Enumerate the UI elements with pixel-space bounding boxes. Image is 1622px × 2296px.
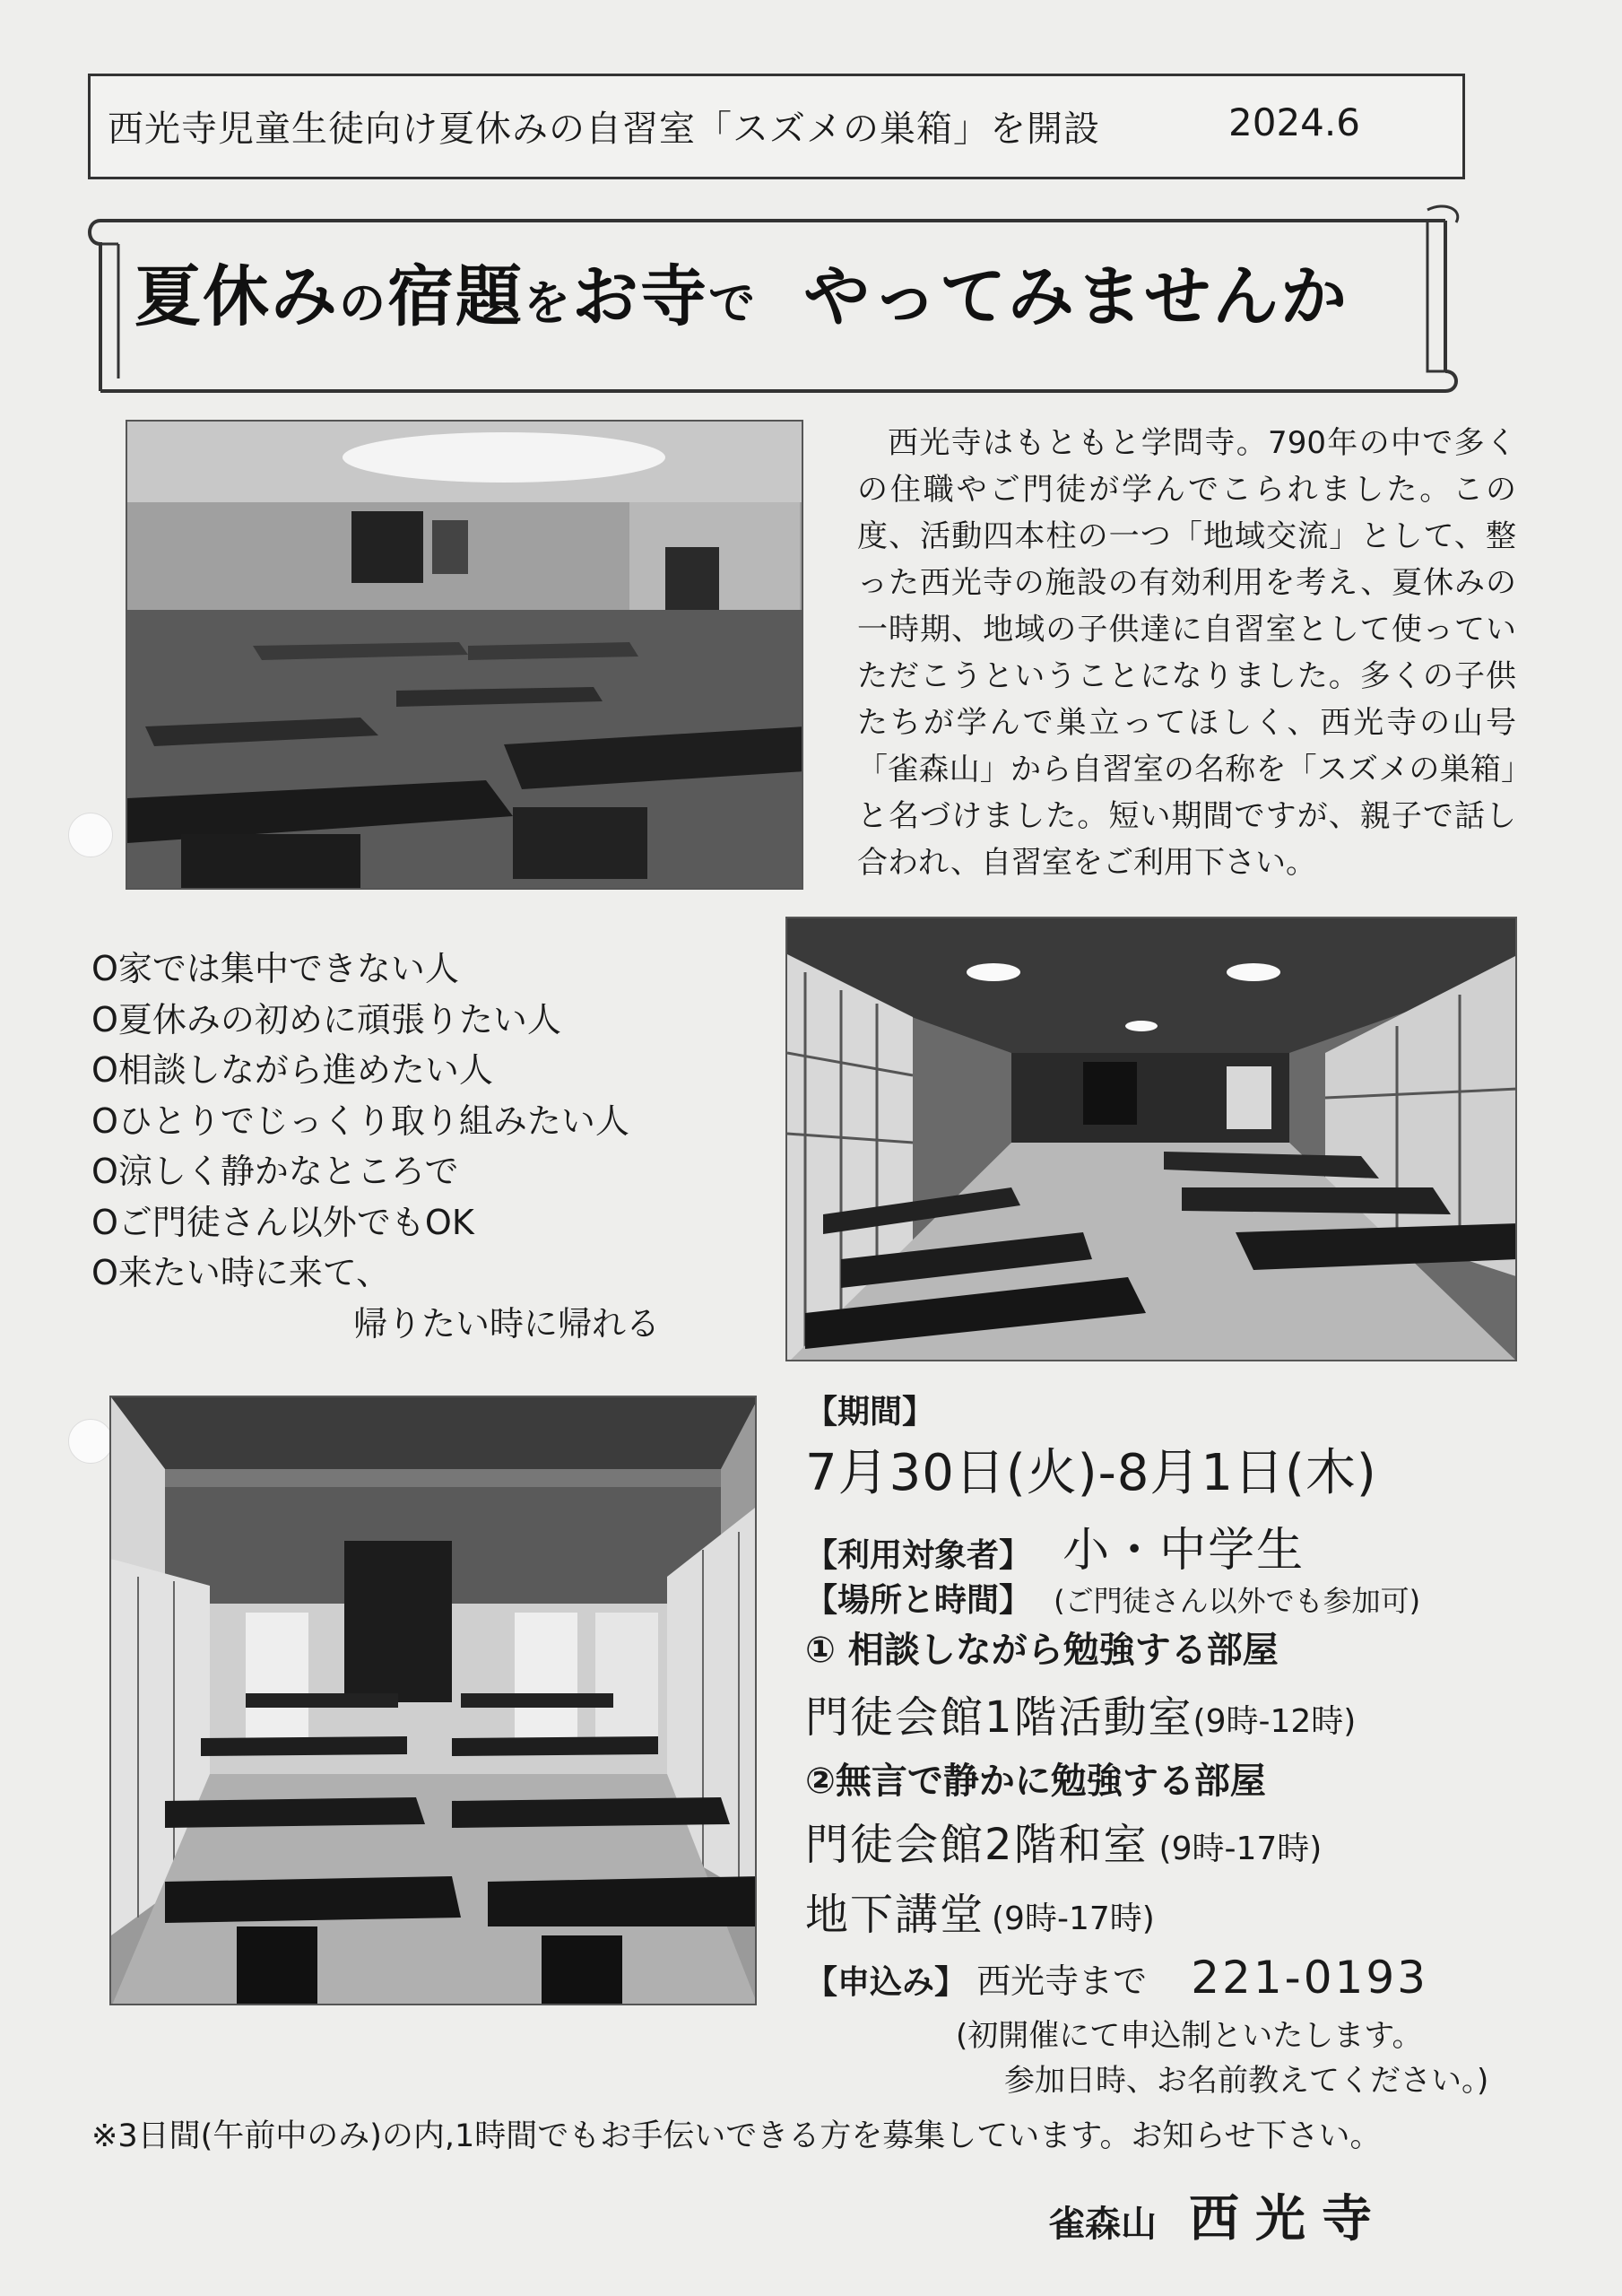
checklist-item-1: O家では集中できない人 — [91, 949, 459, 988]
apply-to: 西光寺まで — [976, 1961, 1148, 2001]
period-label: 【期間】 — [805, 1394, 935, 1431]
room1-time: (9時-12時) — [1193, 1703, 1357, 1740]
temple-name: 西光寺 — [1189, 2190, 1388, 2248]
period-value: 7月30日(火)-8月1日(木) — [805, 1444, 1377, 1502]
checklist-item-7: O来たい時に来て、 — [91, 1253, 391, 1292]
room1-row — [805, 1683, 1356, 1744]
photo-basement-hall — [109, 1396, 757, 2005]
target-row — [805, 1512, 1305, 1579]
header-title: 西光寺児童生徒向け夏休みの自習室「スズメの巣箱」を開設 — [108, 109, 1100, 150]
target-value: 小・中学生 — [1063, 1524, 1305, 1578]
checklist-item-3: O相談しながら進めたい人 — [91, 1050, 493, 1090]
checklist-item-4: Oひとりでじっくり取り組みたい人 — [91, 1100, 629, 1141]
checklist-item-6: Oご門徒さん以外でもOK — [91, 1202, 474, 1242]
room2-place: 門徒会館2階和室 — [805, 1820, 1149, 1870]
banner-text-6: で — [708, 277, 758, 331]
banner-text-7: やってみませんか — [803, 258, 1349, 335]
checklist — [91, 944, 660, 1349]
room2-row — [805, 1810, 1322, 1872]
room1-place: 門徒会館1階活動室 — [805, 1692, 1193, 1743]
intro-paragraph: 西光寺はもともと学問寺。790年の中で多くの住職やご門徒が学んでこられました。この度、活動四本柱の一つ「地域交流」として、整った西光寺の施設の有効利用を考え、夏休みの一時期、地域の子供達に自習室として使っていただこうということになりました。多くの子供たちが学んで巣立ってほしく、西光寺の山号「雀森山」から自習室の名称を「スズメの巣箱」と名づけました。短い期間ですが、親子で話し合われ、自習室をご利用下さい。 — [857, 425, 1516, 881]
room2-title: ②無言で静かに勉強する部屋 — [805, 1761, 1266, 1802]
target-label: 【利用対象者】 — [805, 1537, 1032, 1574]
photo-japanese-room — [785, 917, 1517, 1361]
mountain-name: 雀森山 — [1049, 2204, 1157, 2245]
checklist-item-7-continued: 帰りたい時に帰れる — [353, 1303, 661, 1344]
room2-time: (9時-17時) — [1158, 1831, 1323, 1867]
photo-activity-room — [126, 420, 803, 890]
header-date: 2024.6 — [1228, 100, 1360, 144]
place-label: 【場所と時間】 — [805, 1582, 1032, 1619]
punch-hole-top — [68, 813, 113, 857]
place-row — [805, 1575, 1420, 1621]
banner-text-5: お寺 — [572, 258, 709, 335]
banner-text-3: 宿題 — [387, 258, 525, 335]
apply-note-2: 参加日時、お名前教えてください。) — [1004, 2063, 1489, 2099]
banner-text-2: の — [339, 277, 388, 331]
place-note: (ご門徒さん以外でも参加可) — [1054, 1584, 1421, 1618]
checklist-item-5: O涼しく静かなところで — [91, 1152, 459, 1191]
phone-number: 221-0193 — [1191, 1952, 1428, 2004]
room1-title: ① 相談しながら勉強する部屋 — [805, 1630, 1279, 1671]
room3-time: (9時-17時) — [992, 1900, 1155, 1937]
banner-text-1: 夏休み — [134, 258, 339, 335]
room3-row — [805, 1880, 1155, 1942]
checklist-item-2: O夏休みの初めに頑張りたい人 — [91, 999, 561, 1039]
volunteer-note: ※3日間(午前中のみ)の内,1時間でもお手伝いできる方を募集しています。お知らせ下さい。 — [91, 2118, 1382, 2154]
apply-row — [805, 1952, 1428, 2004]
banner-text-4: を — [524, 277, 573, 331]
punch-hole-bottom — [68, 1419, 113, 1464]
banner-title — [134, 244, 1349, 339]
temple-signature — [1049, 2179, 1388, 2251]
room3-place: 地下講堂 — [805, 1890, 985, 1940]
apply-label: 【申込み】 — [805, 1964, 967, 2001]
apply-note-1: (初開催にて申込制といたします。 — [956, 2018, 1423, 2054]
